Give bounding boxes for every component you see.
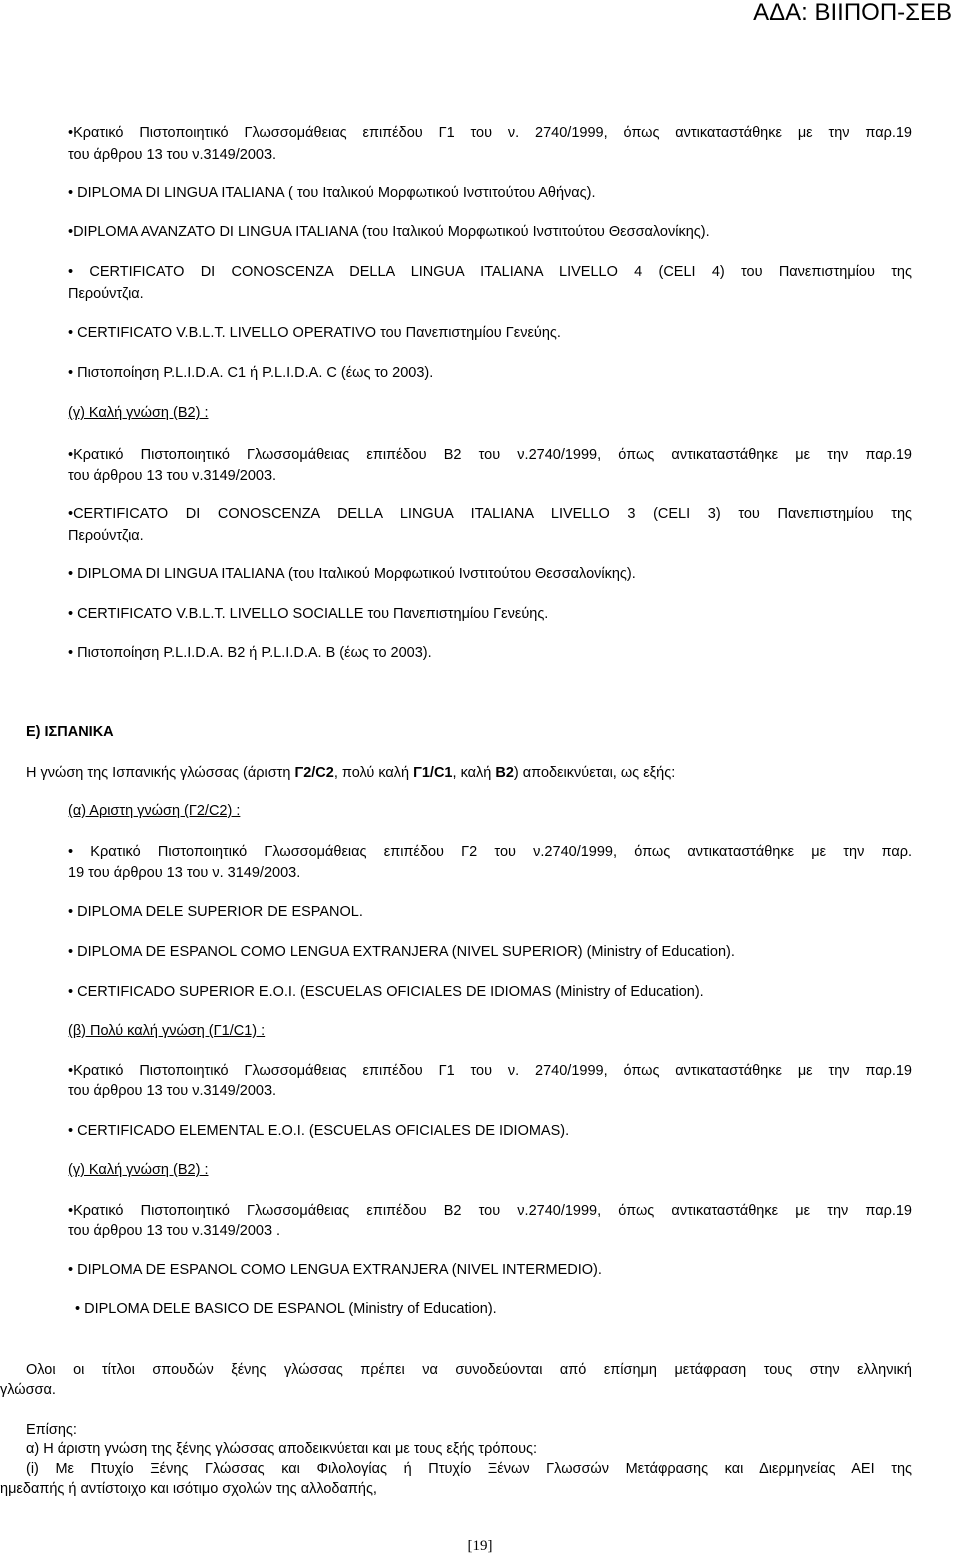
translation-note: Ολοι οι τίτλοι σπουδών ξένης γλώσσας πρέπει να συνοδεύονται από επίσημη μετάφραση τους στην ελληνική bbox=[26, 1362, 912, 1378]
also-label: Επίσης: bbox=[26, 1422, 77, 1438]
italian-item-state-cert-b2: •Κρατικό Πιστοποιητικό Γλωσσομάθειας επιπέδου Β2 του ν.2740/1999, όπως αντικαταστάθηκε με την παρ.19 bbox=[68, 447, 912, 463]
italian-item-diploma-athens: • DIPLOMA DI LINGUA ITALIANA ( του Ιταλικού Μορφωτικού Ινστιτούτου Αθήνας). bbox=[68, 185, 596, 201]
spanish-item-nivel-intermedio: • DIPLOMA DE ESPANOL COMO LENGUA EXTRANJERA (NIVEL INTERMEDIO). bbox=[68, 1262, 602, 1278]
ada-code: ΑΔΑ: ΒΙΙΠΟΠ-ΣΕΒ bbox=[753, 0, 952, 26]
spanish-item-state-cert-c2: • Κρατικό Πιστοποιητικό Γλωσσομάθειας επιπέδου Γ2 του ν.2740/1999, όπως αντικαταστάθηκε με την παρ. bbox=[68, 844, 912, 860]
italian-item-plida-c1: • Πιστοποίηση P.L.I.D.A. C1 ή P.L.I.D.A. C (έως το 2003). bbox=[68, 365, 434, 381]
degree-item: (i) Με Πτυχίο Ξένης Γλώσσας και Φιλολογίας ή Πτυχίο Ξένων Γλωσσών Μετάφρασης και Διερμηνείας ΑΕΙ της bbox=[26, 1461, 912, 1477]
italian-subheading-b2: (γ) Καλή γνώση (Β2) : bbox=[68, 405, 209, 421]
page-number: [19] bbox=[467, 1538, 493, 1554]
spanish-item-state-cert-b2: •Κρατικό Πιστοποιητικό Γλωσσομάθειας επιπέδου Β2 του ν.2740/1999, όπως αντικαταστάθηκε με την παρ.19 bbox=[68, 1203, 912, 1219]
italian-item-vblt-operativo: • CERTIFICATO V.B.L.T. LIVELLO OPERATIVO του Πανεπιστημίου Γενεύης. bbox=[68, 325, 561, 341]
spanish-item-state-cert-b2-cont: του άρθρου 13 του ν.3149/2003 . bbox=[68, 1223, 281, 1239]
translation-note-cont: γλώσσα. bbox=[0, 1382, 56, 1398]
spanish-intro: Η γνώση της Ισπανικής γλώσσας (άριστη Γ2/C2, πολύ καλή Γ1/C1, καλή Β2) αποδεικνύεται, ως εξής: bbox=[26, 765, 676, 781]
spanish-item-state-cert-c1: •Κρατικό Πιστοποιητικό Γλωσσομάθειας επιπέδου Γ1 του ν. 2740/1999, όπως αντικαταστάθηκε με την παρ.19 bbox=[68, 1063, 912, 1079]
spanish-subheading-c1: (β) Πολύ καλή γνώση (Γ1/C1) : bbox=[68, 1023, 266, 1039]
spanish-item-nivel-superior: • DIPLOMA DE ESPANOL COMO LENGUA EXTRANJERA (NIVEL SUPERIOR) (Ministry of Education). bbox=[68, 944, 735, 960]
spanish-item-dele-superior: • DIPLOMA DELE SUPERIOR DE ESPANOL. bbox=[68, 904, 363, 920]
italian-item-state-cert-b2-cont: του άρθρου 13 του ν.3149/2003. bbox=[68, 468, 277, 484]
spanish-item-dele-basico: • DIPLOMA DELE BASICO DE ESPANOL (Ministry of Education). bbox=[75, 1301, 497, 1317]
spanish-item-state-cert-c1-cont: του άρθρου 13 του ν.3149/2003. bbox=[68, 1083, 277, 1099]
spanish-item-eoi-elemental: • CERTIFICADO ELEMENTAL E.O.I. (ESCUELAS OFICIALES DE IDIOMAS). bbox=[68, 1123, 570, 1139]
italian-item-celi3-cont: Περούντζια. bbox=[68, 528, 144, 544]
spanish-item-eoi-superior: • CERTIFICADO SUPERIOR E.O.I. (ESCUELAS OFICIALES DE IDIOMAS (Ministry of Education). bbox=[68, 984, 704, 1000]
degree-item-cont: ημεδαπής ή αντίστοιχο και ισότιμο σχολών της αλλοδαπής, bbox=[0, 1481, 377, 1497]
italian-item-diploma-thessaloniki: • DIPLOMA DI LINGUA ITALIANA (του Ιταλικού Μορφωτικού Ινστιτούτου Θεσσαλονίκης). bbox=[68, 566, 636, 582]
spanish-heading: Ε) ΙΣΠΑΝΙΚΑ bbox=[26, 724, 114, 740]
italian-item-celi4-cont: Περούντζια. bbox=[68, 286, 144, 302]
italian-item-celi4: • CERTIFICATO DI CONOSCENZA DELLA LINGUA ITALIANA LIVELLO 4 (CELI 4) του Πανεπιστημίου της bbox=[68, 264, 912, 280]
italian-item-plida-b2: • Πιστοποίηση P.L.I.D.A. B2 ή P.L.I.D.A. B (έως το 2003). bbox=[68, 645, 432, 661]
excellent-knowledge-ways: α) Η άριστη γνώση της ξένης γλώσσας αποδεικνύεται και με τους εξής τρόπους: bbox=[26, 1441, 538, 1457]
spanish-subheading-b2: (γ) Καλή γνώση (Β2) : bbox=[68, 1162, 209, 1178]
spanish-subheading-c2: (α) Αριστη γνώση (Γ2/C2) : bbox=[68, 803, 241, 819]
italian-item-vblt-socialle: • CERTIFICATO V.B.L.T. LIVELLO SOCIALLE του Πανεπιστημίου Γενεύης. bbox=[68, 606, 549, 622]
italian-item-diploma-avanzato: •DIPLOMA AVANZATO DI LINGUA ITALIANA (του Ιταλικού Μορφωτικού Ινστιτούτου Θεσσαλονίκης). bbox=[68, 224, 710, 240]
italian-item-state-cert-c1: •Κρατικό Πιστοποιητικό Γλωσσομάθειας επιπέδου Γ1 του ν. 2740/1999, όπως αντικαταστάθηκε με την παρ.19 bbox=[68, 125, 912, 141]
italian-item-state-cert-c1-cont: του άρθρου 13 του ν.3149/2003. bbox=[68, 147, 277, 163]
italian-item-celi3: •CERTIFICATO DI CONOSCENZA DELLA LINGUA ITALIANA LIVELLO 3 (CELI 3) του Πανεπιστημίου της bbox=[68, 506, 912, 522]
spanish-item-state-cert-c2-cont: 19 του άρθρου 13 του ν. 3149/2003. bbox=[68, 865, 301, 881]
